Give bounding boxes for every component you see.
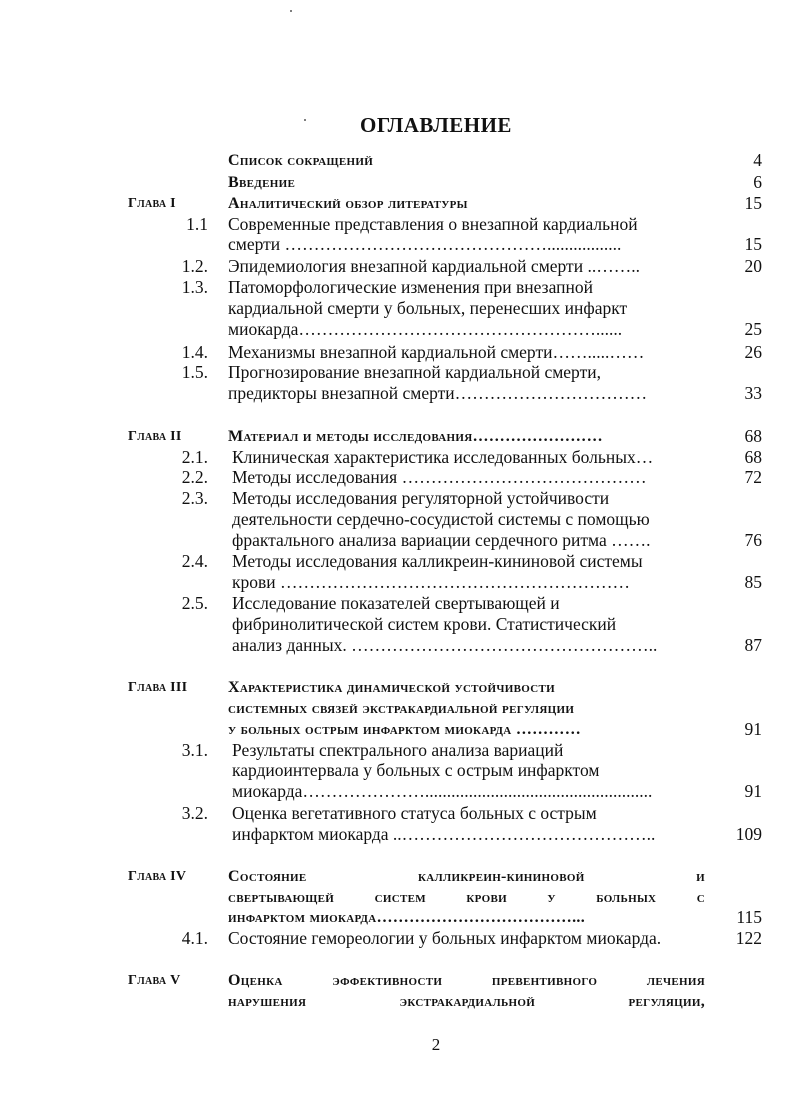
toc-line <box>0 907 799 928</box>
toc-entry-text: фибринолитической систем крови. Статистический <box>232 614 617 634</box>
section-number: 2.1. <box>181 447 208 467</box>
toc-line <box>0 172 799 193</box>
toc-page-number: 15 <box>744 193 762 213</box>
section-number: 3.1. <box>181 740 208 760</box>
toc-line <box>0 214 799 235</box>
chapter-label: Глава II <box>128 429 182 444</box>
toc-line <box>0 530 799 551</box>
toc-line <box>0 719 799 740</box>
toc-entry-text: Исследование показателей свертывающей и <box>232 593 560 613</box>
section-number: 2.5. <box>181 593 208 613</box>
toc-line <box>0 256 799 277</box>
toc-entry-text: Оценка эффективности превентивного лечения <box>228 972 705 989</box>
toc-entry-text: Прогнозирование внезапной кардиальной смерти, <box>228 362 601 382</box>
toc-entry-text: инфарктом миокарда………………………………... <box>228 909 586 926</box>
page-title: ОГЛАВЛЕНИЕ <box>360 113 512 137</box>
toc-entry-text: свертывающей систем крови у больных с <box>228 889 705 906</box>
toc-line <box>0 593 799 614</box>
toc-entry-text: Методы исследования калликреин-кининовой системы <box>232 551 643 571</box>
toc-line <box>0 488 799 509</box>
toc-line <box>0 760 799 781</box>
toc-entry-text: Введение <box>228 174 296 191</box>
toc-line <box>0 572 799 593</box>
toc-page-number: 4 <box>753 150 762 170</box>
toc-entry-text: Список сокращений <box>228 152 374 169</box>
toc-page-number: 6 <box>753 172 762 192</box>
toc-entry-text: крови …………………………………………………… <box>232 572 631 592</box>
toc-page-number: 33 <box>744 383 762 403</box>
toc-page-number: 20 <box>744 256 762 276</box>
toc-page-number: 109 <box>735 824 762 844</box>
toc-entry-text: Характеристика динамической устойчивости <box>228 679 555 696</box>
toc-line <box>0 509 799 530</box>
toc-entry-text: предикторы внезапной смерти…………………………… <box>228 383 648 403</box>
section-number: 1.2. <box>181 256 208 276</box>
toc-entry-text: Состояние калликреин-кининовой и <box>228 868 705 885</box>
toc-line <box>0 362 799 383</box>
toc-line <box>0 991 799 1012</box>
toc-page-number: 68 <box>744 447 762 467</box>
toc-page-number: 122 <box>735 928 762 948</box>
toc-line <box>0 298 799 319</box>
toc-entry-text: инфарктом миокарда ..…………………………………….. <box>232 824 656 844</box>
chapter-label: Глава I <box>128 196 176 211</box>
toc-line <box>0 383 799 404</box>
scan-speck <box>290 10 292 12</box>
toc-entry-text: деятельности сердечно-сосудистой системы с помощью <box>232 509 650 529</box>
toc-line <box>0 803 799 824</box>
toc-line <box>0 928 799 949</box>
page-number: 2 <box>431 1035 441 1054</box>
section-number: 2.4. <box>181 551 208 571</box>
toc-line <box>0 234 799 255</box>
toc-page-number: 26 <box>744 342 762 362</box>
toc-page-number: 91 <box>744 719 762 739</box>
toc-page-number: 68 <box>744 426 762 446</box>
toc-entry-text: системных связей экстракардиальной регуляции <box>228 700 575 717</box>
section-number: 1.4. <box>181 342 208 362</box>
toc-line <box>0 447 799 468</box>
toc-line <box>0 677 799 698</box>
toc-entry-text: Аналитический обзор литературы <box>228 195 468 212</box>
toc-entry-text: Методы исследования …………………………………… <box>232 467 647 487</box>
toc-line <box>0 319 799 340</box>
toc-entry-text: миокарда………………….................................................... <box>232 781 653 801</box>
section-number: 1.3. <box>181 277 208 297</box>
section-number: 3.2. <box>181 803 208 823</box>
toc-entry-text: анализ данных. …………………………………………….. <box>232 635 658 655</box>
toc-line <box>0 698 799 719</box>
toc-line <box>0 635 799 656</box>
toc-page-number: 76 <box>744 530 762 550</box>
toc-entry-text: у больных острым инфарктом миокарда ………… <box>228 721 582 738</box>
toc-entry-text: миокарда……………………………………………...... <box>228 319 623 339</box>
toc-page-number: 25 <box>744 319 762 339</box>
toc-line <box>0 467 799 488</box>
toc-entry-text: Современные представления о внезапной кардиальной <box>228 214 638 234</box>
section-number: 4.1. <box>181 928 208 948</box>
toc-entry-text: Материал и методы исследования…………………… <box>228 428 603 445</box>
section-number: 2.2. <box>181 467 208 487</box>
toc-entry-text: Состояние гемореологии у больных инфарктом миокарда. <box>228 928 662 948</box>
toc-line <box>0 193 799 214</box>
toc-line <box>0 277 799 298</box>
toc-entry-text: Патоморфологические изменения при внезапной <box>228 277 593 297</box>
section-number: 1.5. <box>181 362 208 382</box>
toc-entry-text: Механизмы внезапной кардиальной смерти…….....…… <box>228 342 645 362</box>
toc-line <box>0 824 799 845</box>
toc-entry-text: Эпидемиология внезапной кардиальной смерти ..…….. <box>228 256 640 276</box>
chapter-label: Глава III <box>128 680 188 695</box>
toc-entry-text: Методы исследования регуляторной устойчивости <box>232 488 610 508</box>
toc-entry-text: кардиальной смерти у больных, перенесших инфаркт <box>228 298 628 318</box>
toc-entry-text: Оценка вегетативного статуса больных с острым <box>232 803 597 823</box>
toc-entry-text: смерти ………………………………………................. <box>228 234 622 254</box>
toc-line <box>0 342 799 363</box>
toc-page-number: 85 <box>744 572 762 592</box>
toc-page-number: 72 <box>744 467 762 487</box>
toc-line <box>0 551 799 572</box>
toc-page-number: 15 <box>744 234 762 254</box>
chapter-label: Глава V <box>128 973 181 988</box>
toc-line <box>0 614 799 635</box>
toc-line <box>0 426 799 447</box>
section-number: 1.1 <box>186 214 208 234</box>
chapter-label: Глава IV <box>128 869 187 884</box>
toc-line <box>0 887 799 908</box>
toc-entry-text: кардиоинтервала у больных с острым инфарктом <box>232 760 600 780</box>
toc-entry-text: Клиническая характеристика исследованных больных… <box>232 447 654 467</box>
toc-line <box>0 781 799 802</box>
toc-page-number: 91 <box>744 781 762 801</box>
toc-line <box>0 970 799 991</box>
toc-line <box>0 150 799 171</box>
toc-entry-text: Результаты спектрального анализа вариаций <box>232 740 564 760</box>
toc-line <box>0 866 799 887</box>
toc-entry-text: фрактального анализа вариации сердечного ритма ……. <box>232 530 651 550</box>
toc-page-number: 115 <box>736 907 762 927</box>
toc-entry-text: нарушения экстракардиальной регуляции, <box>228 993 705 1010</box>
toc-page-number: 87 <box>744 635 762 655</box>
toc-line <box>0 740 799 761</box>
section-number: 2.3. <box>181 488 208 508</box>
